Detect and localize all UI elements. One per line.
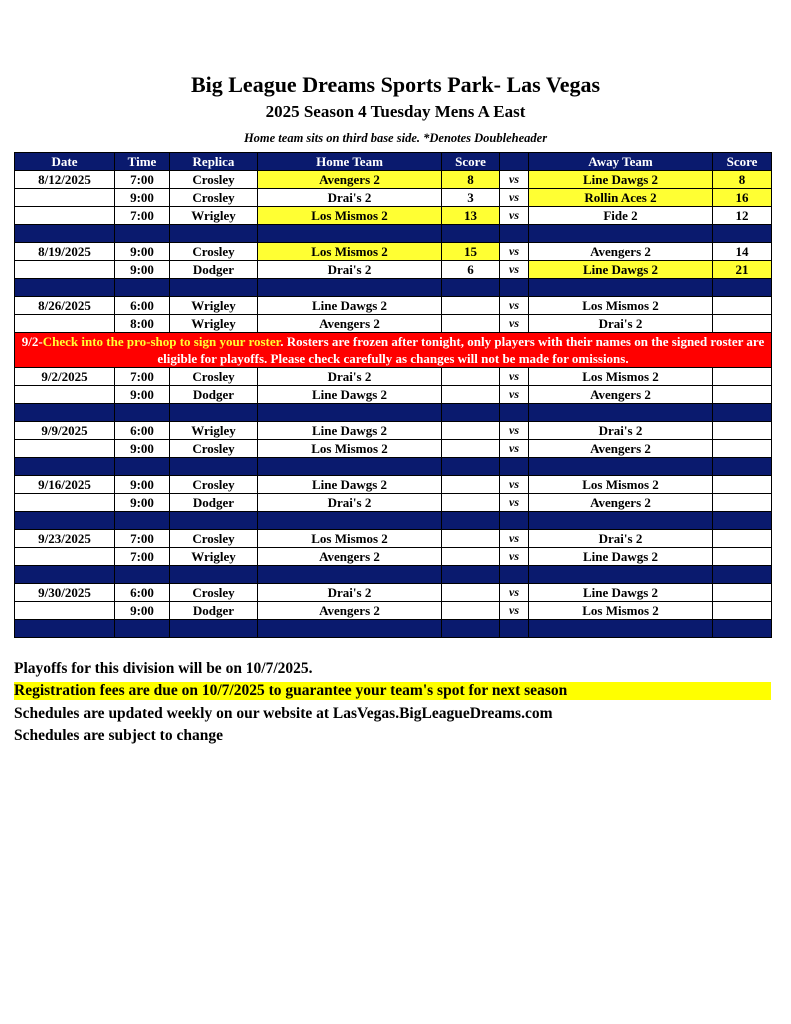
away-score: 8 [713,171,772,189]
table-row [15,243,772,261]
home-team: Los Mismos 2 [258,530,442,548]
game-date [15,494,115,512]
game-date: 9/30/2025 [15,584,115,602]
col-header-home-score: Score [442,153,500,171]
away-team: Avengers 2 [529,386,713,404]
separator-cell [442,404,500,422]
vs-label: vs [500,494,529,512]
vs-label: vs [500,261,529,279]
home-team: Los Mismos 2 [258,207,442,225]
game-date: 9/16/2025 [15,476,115,494]
home-team: Drai's 2 [258,584,442,602]
table-row [15,476,772,494]
separator-cell [713,404,772,422]
game-field: Crosley [170,584,258,602]
home-team: Drai's 2 [258,494,442,512]
vs-label: vs [500,530,529,548]
separator-cell [115,458,170,476]
table-row [15,207,772,225]
home-team: Line Dawgs 2 [258,386,442,404]
away-team: Line Dawgs 2 [529,171,713,189]
col-header-replica: Replica [170,153,258,171]
schedule-body [15,171,772,638]
home-team: Drai's 2 [258,261,442,279]
vs-label: vs [500,243,529,261]
game-date: 8/19/2025 [15,243,115,261]
table-row [15,261,772,279]
away-team: Avengers 2 [529,440,713,458]
separator-cell [170,620,258,638]
separator-cell [258,512,442,530]
website-note: Schedules are updated weekly on our website at LasVegas.BigLeagueDreams.com [14,705,553,722]
game-time: 8:00 [115,315,170,333]
separator-cell [115,279,170,297]
vs-label: vs [500,297,529,315]
separator-cell [115,620,170,638]
game-field: Wrigley [170,207,258,225]
separator-cell [170,566,258,584]
away-team: Drai's 2 [529,315,713,333]
game-date [15,315,115,333]
home-score: 15 [442,243,500,261]
week-separator [15,566,772,584]
separator-cell [115,566,170,584]
roster-notice-row [15,333,772,368]
away-score [713,584,772,602]
separator-cell [115,225,170,243]
separator-cell [500,512,529,530]
separator-cell [442,512,500,530]
separator-cell [500,566,529,584]
away-team: Drai's 2 [529,530,713,548]
home-score [442,297,500,315]
table-row [15,368,772,386]
separator-cell [170,512,258,530]
game-date [15,207,115,225]
separator-cell [258,566,442,584]
game-field: Dodger [170,494,258,512]
separator-cell [442,620,500,638]
away-score [713,602,772,620]
away-team: Los Mismos 2 [529,297,713,315]
game-field: Dodger [170,261,258,279]
separator-cell [258,458,442,476]
home-score [442,548,500,566]
home-team: Avengers 2 [258,171,442,189]
table-row [15,386,772,404]
separator-cell [529,279,713,297]
col-header-home-team: Home Team [258,153,442,171]
week-separator [15,458,772,476]
away-team: Los Mismos 2 [529,368,713,386]
game-date: 9/9/2025 [15,422,115,440]
away-score [713,297,772,315]
game-time: 7:00 [115,548,170,566]
header-note: Home team sits on third base side. *Denotes Doubleheader [243,131,548,145]
separator-cell [170,458,258,476]
vs-label: vs [500,548,529,566]
away-team: Los Mismos 2 [529,476,713,494]
game-field: Crosley [170,243,258,261]
game-field: Crosley [170,368,258,386]
away-team: Los Mismos 2 [529,602,713,620]
away-score [713,440,772,458]
home-team: Drai's 2 [258,189,442,207]
col-header-time: Time [115,153,170,171]
vs-label: vs [500,584,529,602]
separator-cell [15,458,115,476]
separator-cell [442,225,500,243]
game-field: Crosley [170,440,258,458]
col-header-vs [500,153,529,171]
game-date: 9/2/2025 [15,368,115,386]
separator-cell [258,620,442,638]
separator-cell [15,566,115,584]
game-time: 9:00 [115,261,170,279]
away-team: Avengers 2 [529,494,713,512]
away-score: 21 [713,261,772,279]
table-row [15,297,772,315]
separator-cell [15,512,115,530]
game-field: Crosley [170,476,258,494]
vs-label: vs [500,207,529,225]
game-field: Crosley [170,171,258,189]
home-score [442,386,500,404]
vs-label: vs [500,368,529,386]
home-score: 3 [442,189,500,207]
away-score [713,422,772,440]
table-row [15,584,772,602]
away-team: Avengers 2 [529,243,713,261]
separator-cell [713,225,772,243]
notice-highlight: Check into the pro-shop to sign your roster [42,334,281,349]
separator-cell [258,279,442,297]
game-field: Wrigley [170,422,258,440]
separator-cell [15,225,115,243]
page-subtitle: 2025 Season 4 Tuesday Mens A East [265,102,526,121]
game-field: Wrigley [170,315,258,333]
game-time: 9:00 [115,440,170,458]
col-header-away-score: Score [713,153,772,171]
away-score: 12 [713,207,772,225]
vs-label: vs [500,386,529,404]
vs-label: vs [500,315,529,333]
game-date: 8/26/2025 [15,297,115,315]
week-separator [15,225,772,243]
week-separator [15,512,772,530]
home-team: Line Dawgs 2 [258,297,442,315]
home-score [442,494,500,512]
game-date [15,261,115,279]
game-field: Crosley [170,530,258,548]
separator-cell [529,566,713,584]
game-field: Wrigley [170,297,258,315]
home-score [442,584,500,602]
away-team: Line Dawgs 2 [529,261,713,279]
separator-cell [258,225,442,243]
game-date [15,440,115,458]
away-score [713,315,772,333]
col-header-away-team: Away Team [529,153,713,171]
home-score [442,602,500,620]
game-date [15,386,115,404]
schedule-table [14,152,772,638]
game-time: 7:00 [115,207,170,225]
separator-cell [529,458,713,476]
notice-text: . Rosters are frozen after tonight, only players with their names on the signed roster are eligible for playoffs. Please check carefully as changes will not be made for omissions. [157,334,765,366]
game-field: Dodger [170,386,258,404]
vs-label: vs [500,189,529,207]
away-team: Line Dawgs 2 [529,584,713,602]
roster-notice [15,333,772,368]
game-time: 6:00 [115,297,170,315]
separator-cell [442,458,500,476]
home-team: Line Dawgs 2 [258,422,442,440]
table-row [15,422,772,440]
week-separator [15,620,772,638]
game-time: 7:00 [115,171,170,189]
separator-cell [115,404,170,422]
home-team: Los Mismos 2 [258,440,442,458]
game-time: 6:00 [115,584,170,602]
home-team: Avengers 2 [258,315,442,333]
vs-label: vs [500,476,529,494]
away-team: Drai's 2 [529,422,713,440]
home-team: Line Dawgs 2 [258,476,442,494]
separator-cell [713,512,772,530]
separator-cell [529,225,713,243]
game-time: 9:00 [115,476,170,494]
separator-cell [713,279,772,297]
game-time: 9:00 [115,602,170,620]
separator-cell [713,458,772,476]
away-score [713,476,772,494]
home-team: Drai's 2 [258,368,442,386]
away-score [713,548,772,566]
change-note: Schedules are subject to change [14,727,223,744]
separator-cell [500,225,529,243]
away-score: 16 [713,189,772,207]
table-row [15,171,772,189]
separator-cell [170,404,258,422]
game-time: 9:00 [115,243,170,261]
notice-prefix: 9/2- [21,334,43,349]
away-score [713,530,772,548]
separator-cell [713,566,772,584]
table-row [15,189,772,207]
separator-cell [529,620,713,638]
vs-label: vs [500,171,529,189]
separator-cell [115,512,170,530]
registration-note: Registration fees are due on 10/7/2025 to guarantee your team's spot for next season [14,682,771,700]
game-field: Wrigley [170,548,258,566]
separator-cell [170,279,258,297]
separator-cell [500,279,529,297]
home-score [442,368,500,386]
separator-cell [170,225,258,243]
home-score [442,530,500,548]
away-score [713,368,772,386]
home-score [442,476,500,494]
table-row [15,315,772,333]
home-score: 8 [442,171,500,189]
separator-cell [15,404,115,422]
page-title: Big League Dreams Sports Park- Las Vegas [190,72,601,97]
home-team: Los Mismos 2 [258,243,442,261]
home-score: 6 [442,261,500,279]
home-team: Avengers 2 [258,602,442,620]
away-team: Rollin Aces 2 [529,189,713,207]
separator-cell [500,404,529,422]
away-score: 14 [713,243,772,261]
away-score [713,494,772,512]
separator-cell [15,279,115,297]
table-row [15,548,772,566]
separator-cell [529,404,713,422]
separator-cell [500,620,529,638]
game-date [15,548,115,566]
away-team: Line Dawgs 2 [529,548,713,566]
vs-label: vs [500,440,529,458]
home-team: Avengers 2 [258,548,442,566]
separator-cell [500,458,529,476]
col-header-date: Date [15,153,115,171]
separator-cell [15,620,115,638]
game-date: 9/23/2025 [15,530,115,548]
table-row [15,494,772,512]
separator-cell [442,279,500,297]
home-score [442,422,500,440]
game-time: 9:00 [115,386,170,404]
playoffs-note: Playoffs for this division will be on 10/7/2025. [14,660,313,677]
game-time: 6:00 [115,422,170,440]
game-time: 7:00 [115,530,170,548]
week-separator [15,279,772,297]
separator-cell [442,566,500,584]
game-date [15,189,115,207]
game-date: 8/12/2025 [15,171,115,189]
home-score [442,315,500,333]
game-time: 7:00 [115,368,170,386]
home-score: 13 [442,207,500,225]
game-field: Crosley [170,189,258,207]
separator-cell [258,404,442,422]
table-header-row [15,153,772,171]
game-date [15,602,115,620]
vs-label: vs [500,602,529,620]
game-time: 9:00 [115,189,170,207]
separator-cell [529,512,713,530]
separator-cell [713,620,772,638]
vs-label: vs [500,422,529,440]
table-row [15,440,772,458]
week-separator [15,404,772,422]
game-field: Dodger [170,602,258,620]
home-score [442,440,500,458]
away-score [713,386,772,404]
away-team: Fide 2 [529,207,713,225]
table-row [15,530,772,548]
table-row [15,602,772,620]
game-time: 9:00 [115,494,170,512]
